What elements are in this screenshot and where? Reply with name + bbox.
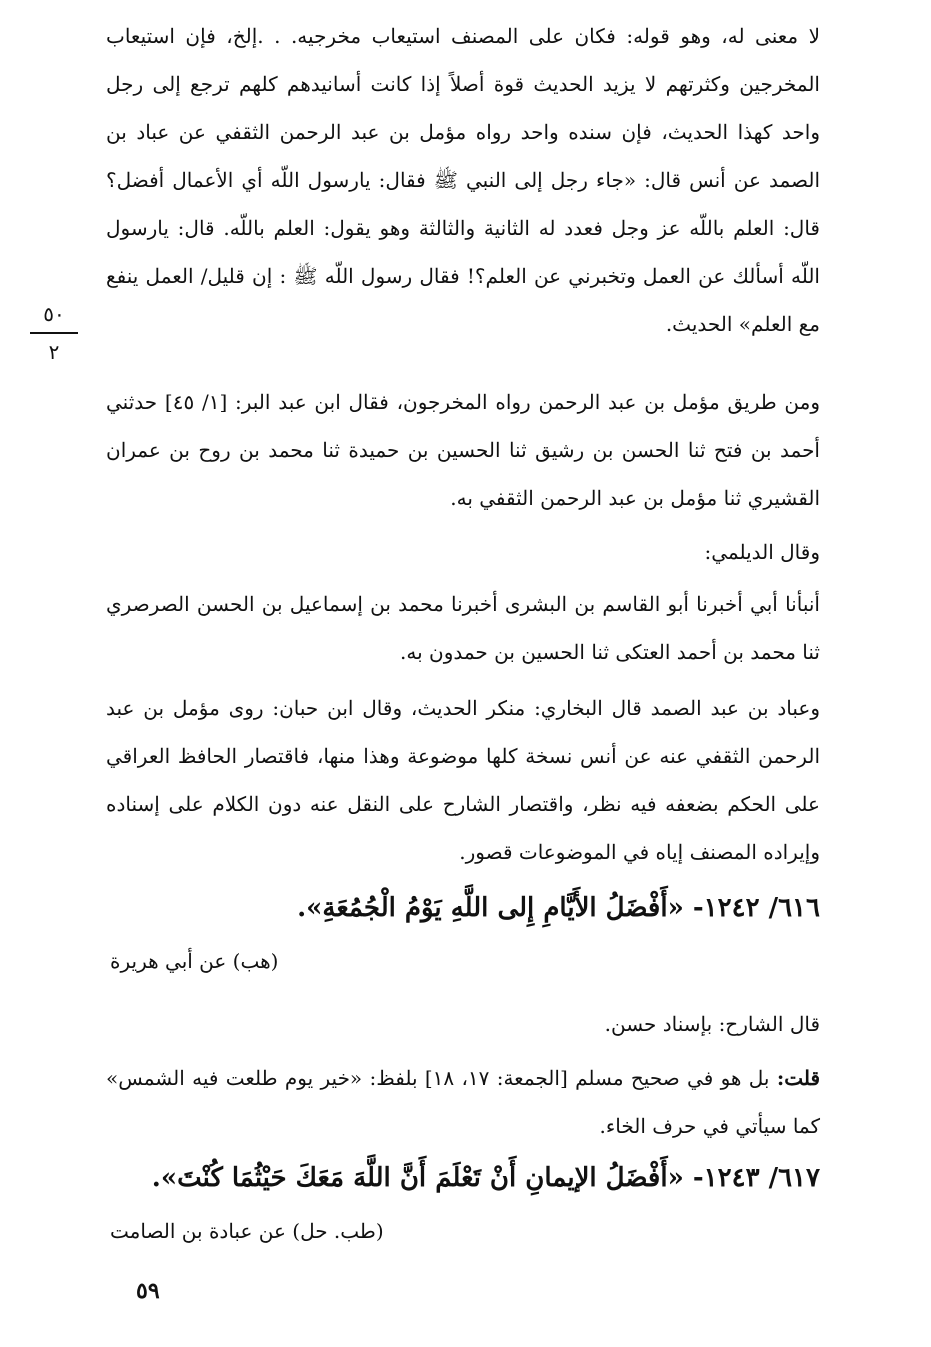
page-number: ٥٩ xyxy=(136,1278,160,1304)
sharih-statement: قال الشارح: بإسناد حسن. xyxy=(604,1012,820,1036)
hadith-heading-616: ٦١٦/ ١٢٤٢- «أَفْضَلُ الأَيَّامِ إِلى اللَّهِ يَوْمُ الْجُمُعَةِ». xyxy=(297,893,820,923)
folio-side: ٢ xyxy=(48,340,60,364)
hadith-heading-617: ٦١٧/ ١٢٤٣- «أَفْضَلُ الإيمانِ أَنْ تَعْلَمَ أَنَّ اللَّهَ مَعَكَ حَيْثُمَا كُنْتَ». xyxy=(151,1163,820,1193)
folio-number: ٥٠ xyxy=(43,302,65,326)
qultu-label: قلت: xyxy=(776,1066,821,1090)
hadith-source-617: (طب. حل) عن عبادة بن الصامت xyxy=(110,1219,384,1243)
qultu-paragraph xyxy=(106,1054,820,1150)
commentary-paragraph-2: ومن طريق مؤمل بن عبد الرحمن رواه المخرجون، فقال ابن عبد البر: [١/ ٤٥] حدثني أحمد بن فتح ثنا الحسن بن رشيق ثنا الحسين بن حميدة ثنا محمد بن روح بن عمران القشيري ثنا مؤمل بن عبد الرحمن الثقفي به. xyxy=(106,390,821,510)
hadith-source-616: (هب) عن أبي هريرة xyxy=(110,949,279,973)
commentary-paragraph-5: وعباد بن عبد الصمد قال البخاري: منكر الحديث، وقال ابن حبان: روى مؤمل بن عبد الرحمن الثقفي عنه عن أنس نسخة كلها موضوعة وهذا منها، فاقتصار الحافظ العراقي على الحكم بضعفه فيه نظر، واقتصار الشارح على النقل عنه دون الكلام على إسناده وإيراده المصنف إياه في الموضوعات قصور. xyxy=(106,696,820,864)
manuscript-folio-note xyxy=(30,300,78,366)
qultu-text: بل هو في صحيح مسلم [الجمعة: ١٧، ١٨] بلفظ: «خير يوم طلعت فيه الشمس» كما سيأتي في حرف الخاء. xyxy=(106,1066,820,1138)
commentary-paragraph-4: أنبأنا أبي أخبرنا أبو القاسم بن البشرى أخبرنا محمد بن إسماعيل بن الحسن الصرصري ثنا محمد بن أحمد العتكى ثنا الحسين بن حمدون به. xyxy=(106,592,820,664)
folio-divider xyxy=(30,332,78,334)
commentary-paragraph-1: لا معنى له، وهو قوله: فكان على المصنف استيعاب مخرجيه. . .إلخ، فإن استيعاب المخرجين وكثرتهم لا يزيد الحديث قوة أصلاً إذا كانت أسانيدهم كلهم ترجع إلى رجل واحد كهذا الحديث، فإن سنده واحد رواه مؤمل بن عبد الرحمن الثقفي عن عباد بن الصمد عن أنس قال: «جاء رجل إلى النبي ﷺ فقال: يارسول اللّه أي الأعمال أفضل؟ قال: العلم باللّه عز وجل فعدد له الثانية والثالثة وهو يقول: العلم باللّه. قال: يارسول اللّه أسألك عن العمل وتخبرني عن العلم؟! فقال رسول اللّه ﷺ : إن قليل/ العمل ينفع مع العلم» الحديث. xyxy=(106,24,820,336)
commentary-paragraph-3: وقال الديلمي: xyxy=(704,540,820,564)
